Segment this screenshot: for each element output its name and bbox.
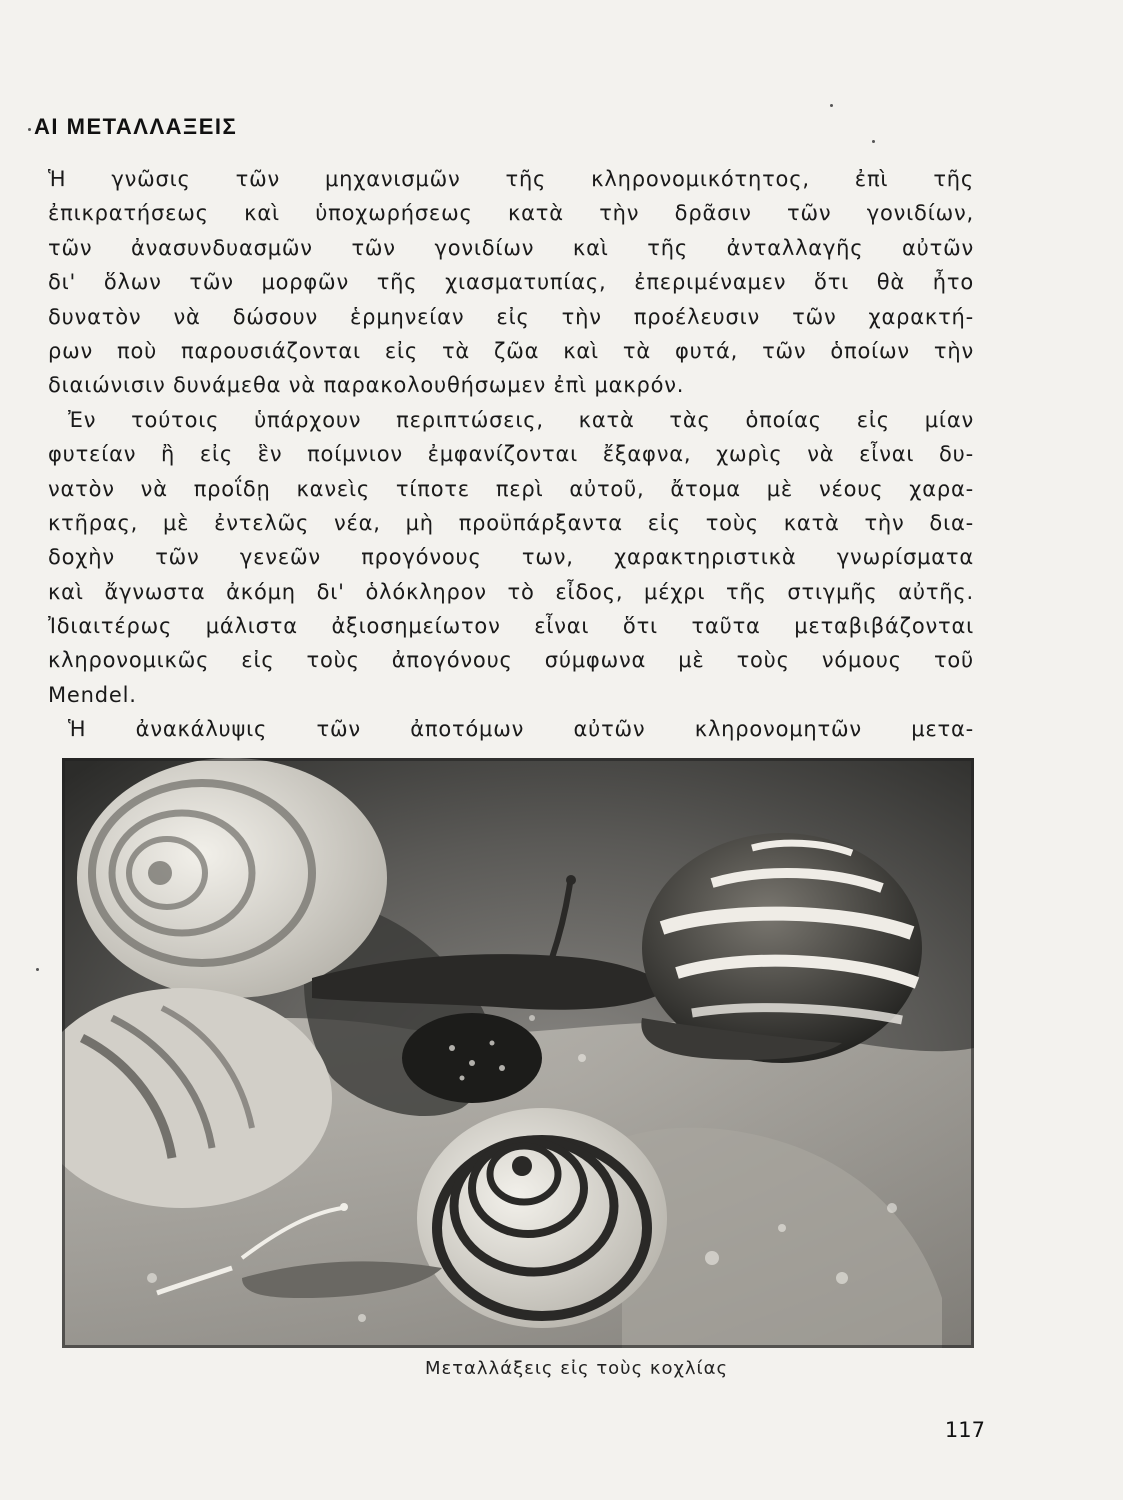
scan-speck — [830, 104, 833, 107]
scan-speck — [28, 128, 31, 131]
text-line: ἐπικρατήσεως καὶ ὑποχωρήσεως κατὰ τὴν δρᾶσιν τῶν γονιδίων, — [48, 201, 974, 226]
text-line: διαιώνισιν δυνάμεθα νὰ παρακολουθήσωμεν ἐπὶ μακρόν. — [48, 373, 685, 398]
text-line: τῶν ἀνασυνδυασμῶν τῶν γονιδίων καὶ τῆς ἀνταλλαγῆς αὐτῶν — [48, 235, 974, 260]
text-line: Ἐν τούτοις ὑπάρχουν περιπτώσεις, κατὰ τὰς ὁποίας εἰς μίαν — [68, 407, 974, 432]
text-line: Ἡ ἀνακάλυψις τῶν ἀποτόμων αὐτῶν κληρονομητῶν μετα- — [68, 717, 974, 742]
text-line: νατὸν νὰ προΐδῃ κανεὶς τίποτε περὶ αὐτοῦ, ἄτομα μὲ νέους χαρα- — [48, 476, 974, 501]
text-line: κληρονομικῶς εἰς τοὺς ἀπογόνους σύμφωνα μὲ τοὺς νόμους τοῦ — [48, 648, 974, 673]
text-line: Ἡ γνῶσις τῶν μηχανισμῶν τῆς κληρονομικότητος, ἐπὶ τῆς — [48, 167, 974, 191]
scan-speck — [872, 140, 875, 143]
body-text — [48, 162, 974, 747]
text-line: δι' ὅλων τῶν μορφῶν τῆς χιασματυπίας, ἐπεριμέναμεν ὅτι θὰ ἦτο — [48, 270, 974, 295]
text-line: φυτείαν ἢ εἰς ἓν ποίμνιον ἐμφανίζονται ἔξαφνα, χωρὶς νὰ εἶναι δυ- — [48, 442, 974, 467]
large-light-shell — [77, 758, 387, 998]
snail-photograph — [62, 758, 974, 1348]
bottom-striped-shell — [417, 1108, 667, 1328]
page-number: 117 — [944, 1418, 985, 1442]
text-line: Ἰδιαιτέρως μάλιστα ἀξιοσημείωτον εἶναι ὅτι ταῦτα μεταβιβάζονται — [48, 614, 974, 639]
scan-speck — [36, 968, 39, 971]
text-line: δοχὴν τῶν γενεῶν προγόνους των, χαρακτηριστικὰ γνωρίσματα — [48, 545, 974, 570]
text-line: ρων ποὺ παρουσιάζονται εἰς τὰ ζῶα καὶ τὰ φυτά, τῶν ὁποίων τὴν — [48, 338, 974, 363]
text-line: Mendel. — [48, 682, 137, 707]
snail-body-dark — [402, 1013, 542, 1103]
text-line: καὶ ἄγνωστα ἀκόμη δι' ὁλόκληρον τὸ εἶδος, μέχρι τῆς στιγμῆς αὐτῆς. — [48, 579, 974, 604]
text-line: κτῆρας, μὲ ἐντελῶς νέα, μὴ προϋπάρξαντα εἰς τοὺς κατὰ τὴν δια- — [48, 510, 974, 535]
section-heading: ΑΙ ΜΕΤΑΛΛΑΞΕΙΣ — [34, 114, 238, 139]
text-line: δυνατὸν νὰ δώσουν ἑρμηνείαν εἰς τὴν προέλευσιν τῶν χαρακτή- — [48, 304, 974, 329]
figure-caption: Μεταλλάξεις εἰς τοὺς κοχλίας — [424, 1358, 729, 1379]
